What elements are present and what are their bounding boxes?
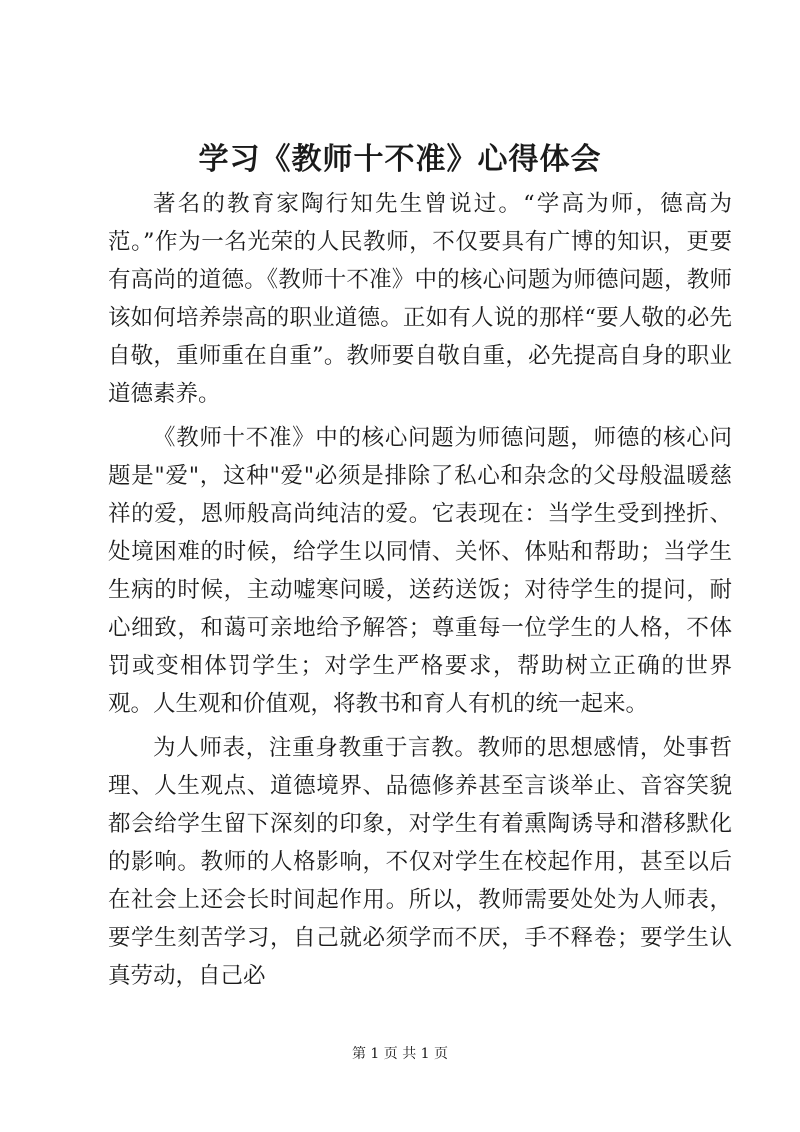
paragraph-2: 《教师十不准》中的核心问题为师德问题，师德的核心问题是"爱"，这种"爱"必须是排除了私心和杂念的父母般温暖慈祥的爱，恩师般高尚纯洁的爱。它表现在：当学生受到挫折、处境困难的时候，给学生以同情、关怀、体贴和帮助；当学生生病的时候，主动嘘寒问暖，送药送饭；对待学生的提问，耐心细致，和蔼可亲地给予解答；尊重每一位学生的人格，不体罚或变相体罚学生；对学生严格要求，帮助树立正确的世界观。人生观和价值观，将教书和育人有机的统一起来。	[108, 425, 732, 717]
paragraph-3: 为人师表，注重身教重于言教。教师的思想感情，处事哲理、人生观点、道德境界、品德修养甚至言谈举止、音容笑貌都会给学生留下深刻的印象，对学生有着熏陶诱导和潜移默化的影响。教师的人格影响，不仅对学生在校起作用，甚至以后在社会上还会长时间起作用。所以，教师需要处处为人师表，要学生刻苦学习，自己就必须学而不厌，手不释卷；要学生认真劳动，自己必	[108, 735, 732, 989]
document-title: 学习《教师十不准》心得体会	[198, 142, 602, 177]
document-body	[108, 185, 732, 995]
paragraph-1: 著名的教育家陶行知先生曾说过。“学高为师，德高为范。”作为一名光荣的人民教师，不仅要具有广博的知识，更要有高尚的道德。《教师十不准》中的核心问题为师德问题，教师该如何培养崇高的职业道德。正如有人说的那样“要人敬的必先自敬，重师重在自重”。教师要自敬自重，必先提高自身的职业道德素养。	[108, 191, 732, 407]
page-footer: 第 1 页 共 1 页	[351, 1046, 449, 1062]
